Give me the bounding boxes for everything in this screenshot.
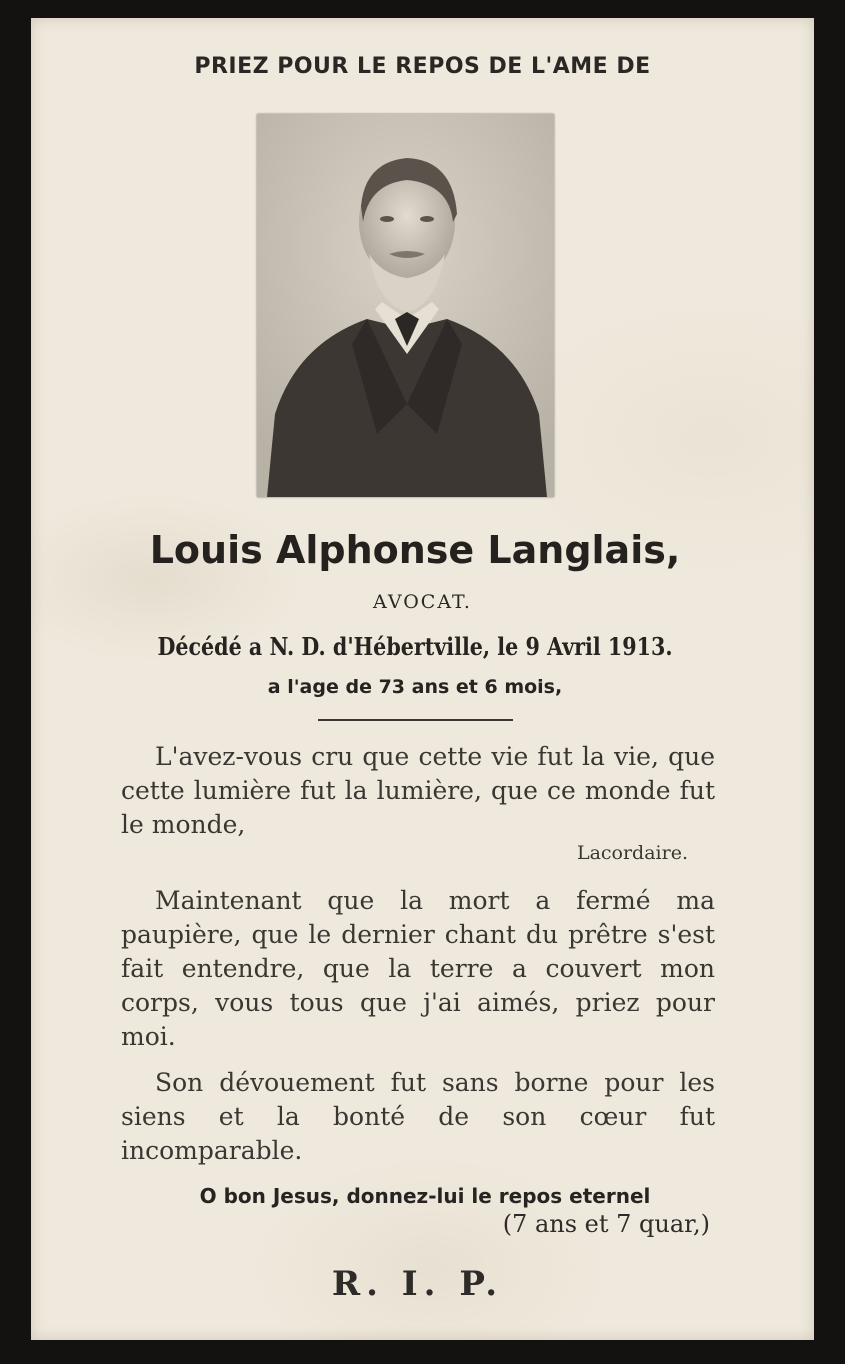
divider-rule — [318, 719, 513, 721]
rip-inscription: R. I. P. — [331, 1264, 504, 1304]
portrait-photo — [257, 114, 554, 497]
deceased-name: Louis Alphonse Langlais, — [149, 528, 681, 572]
closing-prayer: O bon Jesus, donnez-lui le repos eternel — [199, 1184, 651, 1208]
quote-paragraph: L'avez-vous cru que cette vie fut la vie, que cette lumière fut la lumière, que ce monde fut le monde, — [121, 742, 715, 839]
prayer-heading: PRIEZ POUR LE REPOS DE L'AME DE — [194, 54, 651, 79]
quote-attribution: Lacordaire. — [576, 842, 688, 864]
farewell-paragraph: Maintenant que la mort a fermé ma paupière, que le dernier chant du prêtre s'est fait entendre, que la terre a couvert mon corps, vous tous que j'ai aimés, priez pour moi. — [121, 886, 715, 1051]
death-details: Décédé a N. D. d'Hébertville, le 9 Avril 1913. — [157, 632, 673, 661]
tribute-paragraph: Son dévouement fut sans borne pour les siens et la bonté de son cœur fut incomparable. — [121, 1068, 715, 1165]
indulgence-note: (7 ans et 7 quar,) — [502, 1210, 710, 1238]
age-at-death: a l'age de 73 ans et 6 mois, — [267, 676, 563, 698]
portrait-illustration — [257, 114, 554, 497]
profession: AVOCAT. — [373, 591, 472, 613]
